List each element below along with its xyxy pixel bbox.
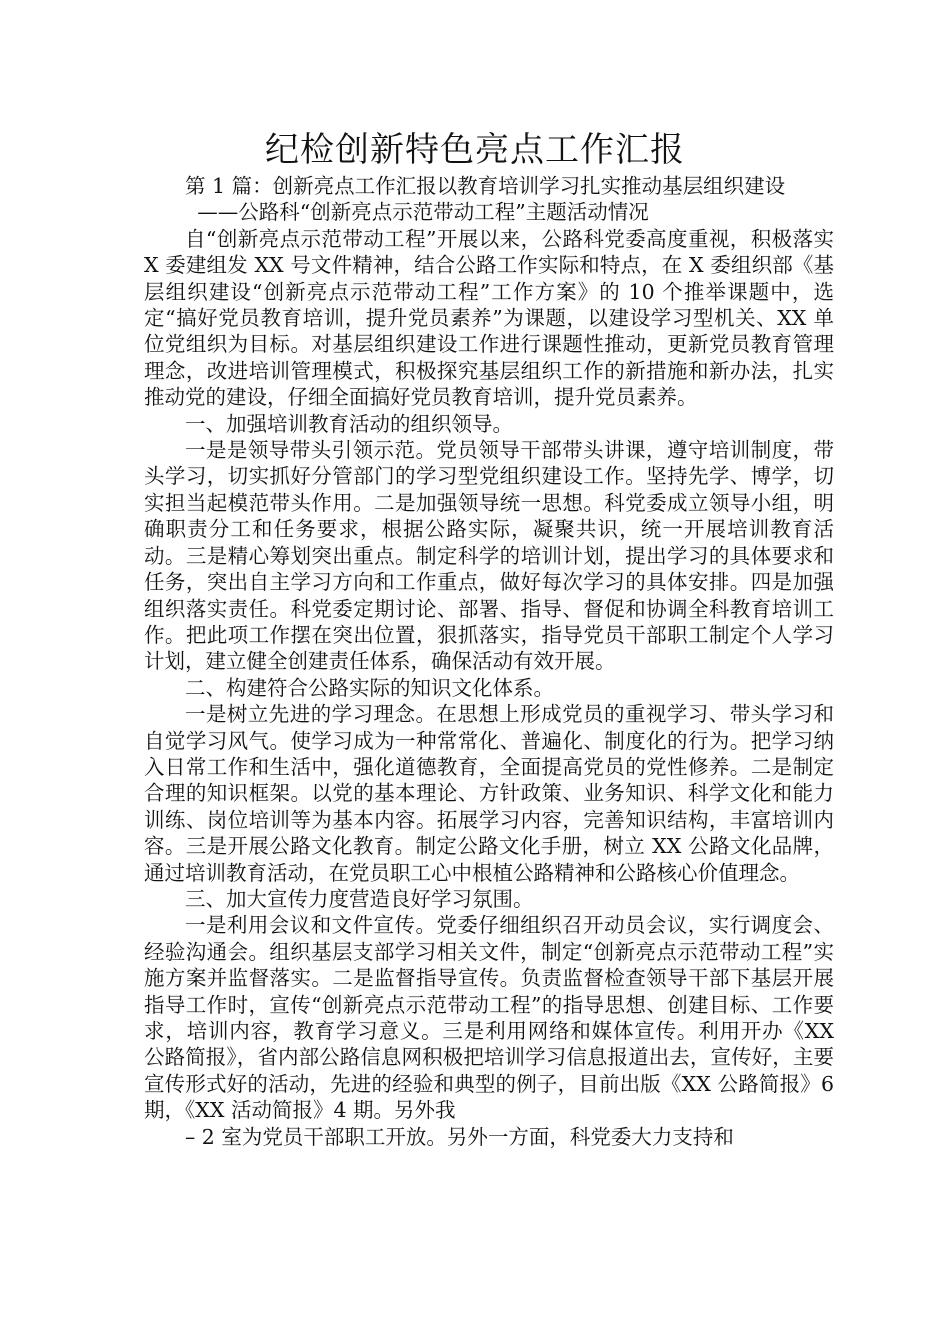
continuation-line: – 2 室为党员干部职工开放。另外一方面，科党委大力支持和 (185, 1124, 734, 1149)
section-paragraph-2: 一是树立先进的学习理念。在思想上形成党员的重视学习、带头学习和自觉学习风气。使学习成为一种常常化、普遍化、制度化的行为。把学习纳入日常工作和生活中，强化道德教育，全面提高党员的党性修养。二是制定合理的知识框架。以党的基本理论、方针政策、业务知识、科学文化和能力训练、岗位培训等为基本内容。拓展学习内容，完善知识结构，丰富培训内容。三是开展公路文化教育。制定公路文化手册，树立 XX 公路文化品牌，通过培训教育活动，在党员职工心中根植公路精神和公路核心价值理念。 (144, 702, 834, 885)
section-heading-2: 二、构建符合公路实际的知识文化体系。 (185, 675, 554, 700)
document-title: 纪检创新特色亮点工作汇报 (265, 130, 685, 170)
section-heading-1: 一、加强培训教育活动的组织领导。 (185, 411, 513, 436)
section-heading-3: 三、加大宣传力度营造良好学习氛围。 (185, 886, 534, 911)
chapter-subtitle: ——公路科“创新亮点示范带动工程”主题活动情况 (197, 200, 649, 225)
section-paragraph-3: 一是利用会议和文件宣传。党委仔细组织召开动员会议，实行调度会、经验沟通会。组织基层支部学习相关文件，制定“创新亮点示范带动工程”实施方案并监督落实。二是监督指导宣传。负责监督检查领导干部下基层开展指导工作时，宣传“创新亮点示范带动工程”的指导思想、创建目标、工作要求，培训内容，教育学习意义。三是利用网络和媒体宣传。利用开办《XX 公路简报》，省内部公路信息网积极把培训学习信息报道出去，宣传好，主要宣传形式好的活动，先进的经验和典型的例子，目前出版《XX 公路简报》6 期，《XX 活动简报》4 期。另外我 (144, 913, 834, 1123)
section-paragraph-1: 一是是领导带头引领示范。党员领导干部带头讲课，遵守培训制度，带头学习，切实抓好分管部门的学习型党组织建设工作。坚持先学、博学，切实担当起模范带头作用。二是加强领导统一思想。科党委成立领导小组，明确职责分工和任务要求，根据公路实际，凝聚共识，统一开展培训教育活动。三是精心筹划突出重点。制定科学的培训计划，提出学习的具体要求和任务，突出自主学习方向和工作重点，做好每次学习的具体安排。四是加强组织落实责任。科党委定期讨论、部署、指导、督促和协调全科教育培训工作。把此项工作摆在突出位置，狠抓落实，指导党员干部职工制定个人学习计划，建立健全创建责任体系，确保活动有效开展。 (144, 438, 834, 674)
document-body (144, 173, 834, 1150)
chapter-heading: 第 1 篇：创新亮点工作汇报以教育培训学习扎实推动基层组织建设 (185, 174, 786, 198)
intro-paragraph: 自“创新亮点示范带动工程”开展以来，公路科党委高度重视，积极落实 X 委建组发 XX 号文件精神，结合公路工作实际和特点，在 X 委组织部《基层组织建设“创新亮点示范带动工程”工作方案》的 10 个推举课题中，选定“搞好党员教育培训，提升党员素养”为课题，以建设学习型机关、XX 单位党组织为目标。对基层组织建设工作进行课题性推动，更新党员教育管理理念，改进培训管理模式，积极探究基层组织工作的新措施和新办法，扎实推动党的建设，仔细全面搞好党员教育培训，提升党员素养。 (144, 226, 834, 410)
